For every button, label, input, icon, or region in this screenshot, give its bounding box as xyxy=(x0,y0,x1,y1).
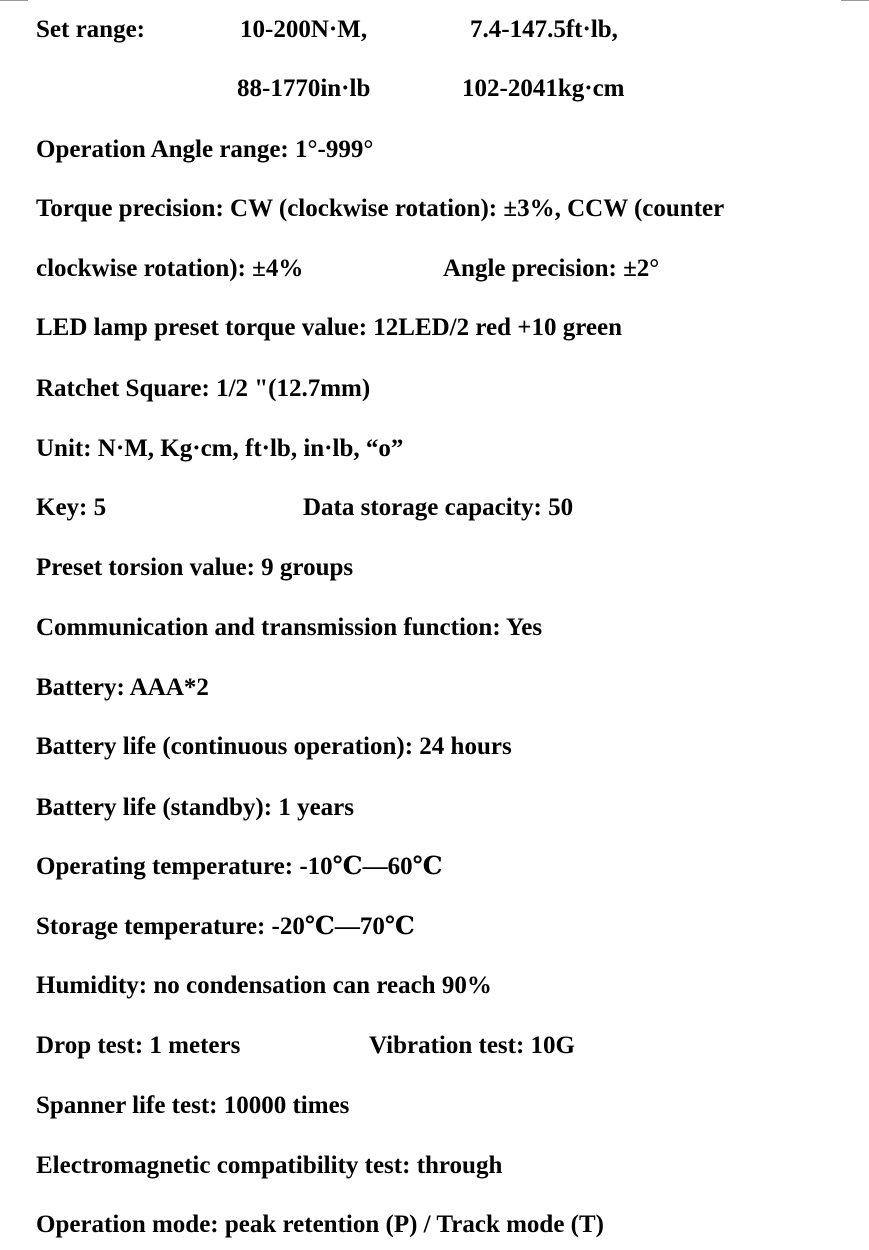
battery-life-standby: Battery life (standby): 1 years xyxy=(36,794,354,821)
torque-precision-ccw: clockwise rotation): ±4% xyxy=(36,255,304,282)
key-count: Key: 5 xyxy=(36,494,107,521)
drop-test: Drop test: 1 meters xyxy=(36,1032,241,1059)
set-range-label: Set range: xyxy=(36,16,145,43)
battery: Battery: AAA*2 xyxy=(36,674,209,701)
communication-function: Communication and transmission function: Yes xyxy=(36,614,543,641)
storage-temperature: Storage temperature: -20℃—70℃ xyxy=(36,913,415,940)
torque-precision-line-1: Torque precision: CW (clockwise rotation): ±3%, CCW (counter xyxy=(36,195,725,222)
ratchet-square: Ratchet Square: 1/2 "(12.7mm) xyxy=(36,375,371,402)
battery-life-continuous: Battery life (continuous operation): 24 hours xyxy=(36,733,512,760)
set-range-nm: 10-200N·M, xyxy=(240,16,368,43)
angle-range: Operation Angle range: 1°-999° xyxy=(36,136,374,163)
set-range-inlb: 88-1770in·lb xyxy=(237,75,371,102)
unit: Unit: N·M, Kg·cm, ft·lb, in·lb, “o” xyxy=(36,435,404,462)
data-storage-capacity: Data storage capacity: 50 xyxy=(303,494,574,521)
set-range-kgcm: 102-2041kg·cm xyxy=(462,75,625,102)
operating-temperature: Operating temperature: -10℃—60℃ xyxy=(36,853,443,880)
set-range-ftlb: 7.4-147.5ft·lb, xyxy=(470,16,618,43)
emc-test: Electromagnetic compatibility test: through xyxy=(36,1152,503,1179)
vibration-test: Vibration test: 10G xyxy=(369,1032,575,1059)
led-lamp: LED lamp preset torque value: 12LED/2 red +10 green xyxy=(36,314,622,341)
preset-torsion: Preset torsion value: 9 groups xyxy=(36,554,354,581)
angle-precision: Angle precision: ±2° xyxy=(443,255,660,282)
spanner-life-test: Spanner life test: 10000 times xyxy=(36,1092,350,1119)
humidity: Humidity: no condensation can reach 90% xyxy=(36,972,492,999)
operation-mode: Operation mode: peak retention (P) / Track mode (T) xyxy=(36,1211,604,1238)
